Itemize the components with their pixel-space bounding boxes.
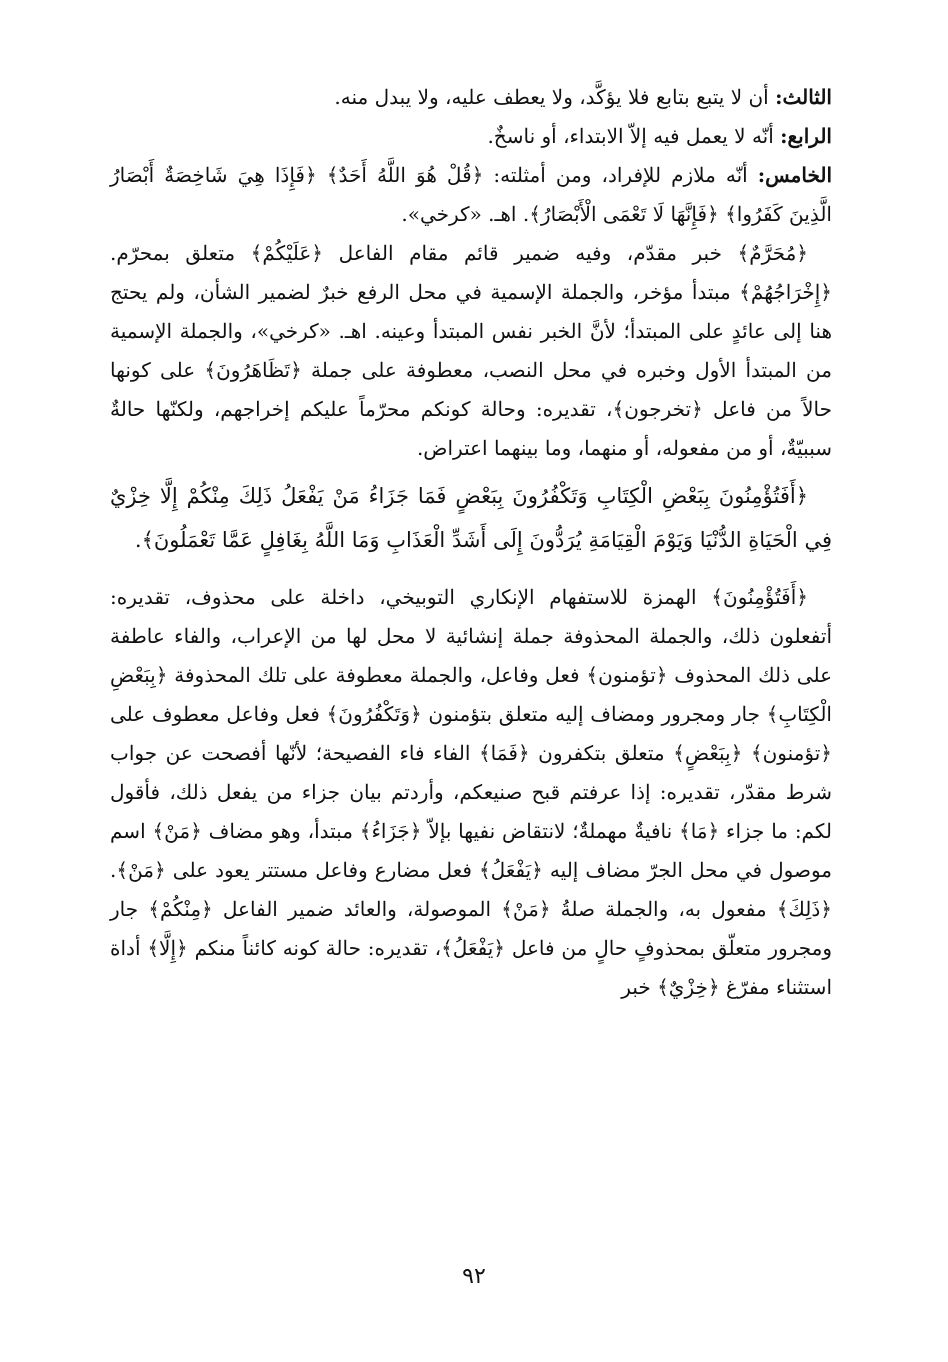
term-fifth: الخامس:: [757, 163, 832, 187]
term-fourth: الرابع:: [780, 124, 832, 148]
text-muharram: ﴿مُحَرَّمٌ﴾ خبر مقدّم، وفيه ضمير قائم مقام الفاعل ﴿عَلَيْكُمْ﴾ متعلق بمحرّم. ﴿إِخْرَاجُهُمْ﴾ مبتدأ مؤخر، والجملة الإسمية في محل الرفع خبرٌ لضمير الشأن، ولم يحتج هنا إلى عائدٍ على المبتدأ؛ لأنَّ الخبر نفس المبتدأ وعينه. اهـ. «كرخي»، والجملة الإسمية من المبتدأ الأول وخبره في محل النصب، معطوفة على جملة ﴿تَظَاهَرُونَ﴾ على كونها حالاً من فاعل ﴿تخرجون﴾، تقديره: وحالة كونكم محرّماً عليكم إخراجهم، ولكنّها حالةٌ سببيّةٌ، أو من مفعوله، أو منهما، وما بينهما اعتراض.: [110, 241, 832, 460]
paragraph-third: [110, 78, 832, 117]
quran-verse: ﴿أَفَتُؤْمِنُونَ بِبَعْضِ الْكِتَابِ وَتَكْفُرُونَ بِبَعْضٍ فَمَا جَزَاءُ مَنْ يَفْعَلُ ذَلِكَ مِنْكُمْ إِلَّا خِزْيٌ فِي الْحَيَاةِ الدُّنْيَا وَيَوْمَ الْقِيَامَةِ يُرَدُّونَ إِلَى أَشَدِّ الْعَذَابِ وَمَا اللَّهُ بِغَافِلٍ عَمَّا تَعْمَلُونَ﴾.: [110, 484, 832, 552]
page-body: [110, 78, 832, 1007]
page-number: ٩٢: [462, 1264, 486, 1289]
text-third: أن لا يتبع بتابع فلا يؤكَّد، ولا يعطف عليه، ولا يبدل منه.: [334, 85, 776, 109]
term-third: الثالث:: [775, 85, 832, 109]
paragraph-fourth: [110, 117, 832, 156]
paragraph-fifth: [110, 156, 832, 234]
commentary-paragraph: ﴿أَفَتُؤْمِنُونَ﴾ الهمزة للاستفهام الإنكاري التوبيخي، داخلة على محذوف، تقديره: أتفعلون ذلك، والجملة المحذوفة جملة إنشائية لا محل لها من الإعراب، والفاء عاطفة على ذلك المحذوف ﴿تؤمنون﴾ فعل وفاعل، والجملة معطوفة على تلك المحذوفة ﴿بِبَعْضِ الْكِتَابِ﴾ جار ومجرور ومضاف إليه متعلق بتؤمنون ﴿وَتَكْفُرُونَ﴾ فعل وفاعل معطوف على ﴿تؤمنون﴾ ﴿بِبَعْضٍ﴾ متعلق بتكفرون ﴿فَمَا﴾ الفاء فاء الفصيحة؛ لأنّها أفصحت عن جواب شرط مقدّر، تقديره: إذا عرفتم قبح صنيعكم، وأردتم بيان جزاء من يفعل ذلك، فأقول لكم: ما جزاء ﴿مَا﴾ نافيةٌ مهملةٌ؛ لانتقاض نفيها بإلاّ ﴿جَزَاءُ﴾ مبتدأ، وهو مضاف ﴿مَنْ﴾ اسم موصول في محل الجرّ مضاف إليه ﴿يَفْعَلُ﴾ فعل مضارع وفاعل مستتر يعود على ﴿مَنْ﴾. ﴿ذَلِكَ﴾ مفعول به، والجملة صلةُ ﴿مَنْ﴾ الموصولة، والعائد ضمير الفاعل ﴿مِنْكُمْ﴾ جار ومجرور متعلّق بمحذوفٍ حالٍ من فاعل ﴿يَفْعَلُ﴾، تقديره: حالة كونه كائناً منكم ﴿إِلَّا﴾ أداة استثناء مفرّغ ﴿خِزْيٌ﴾ خبر: [110, 585, 833, 999]
text-fourth: أنّه لا يعمل فيه إلاّ الابتداء، أو ناسخٌ.: [487, 124, 781, 148]
text-fifth: أنّه ملازم للإفراد، ومن أمثلته: ﴿قُلْ هُوَ اللَّهُ أَحَدٌ﴾ ﴿فَإِذَا هِيَ شَاخِصَةٌ أَبْصَارُ الَّذِينَ كَفَرُوا﴾ ﴿فَإِنَّهَا لَا تَعْمَى الْأَبْصَارُ﴾. اهـ. «كرخي».: [110, 163, 832, 226]
paragraph-muharram: [110, 234, 832, 468]
